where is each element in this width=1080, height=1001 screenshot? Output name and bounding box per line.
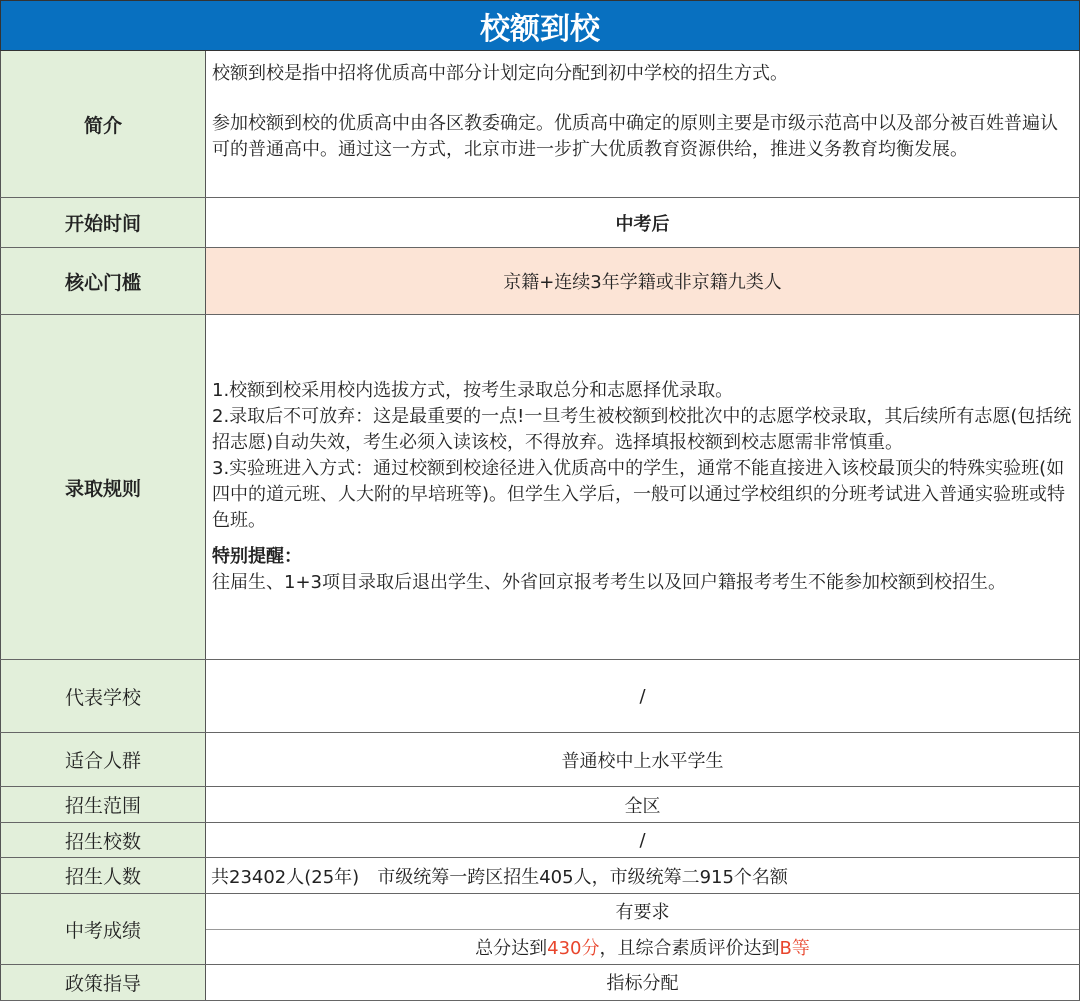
reminder-text: 往届生、1+3项目录取后退出学生、外省回京报考考生以及回户籍报考考生不能参加校额到校招生。: [212, 572, 1006, 593]
label-scope: 招生范围: [0, 787, 206, 822]
value-audience: 普通校中上水平学生: [206, 733, 1080, 786]
label-score: 中考成绩: [0, 894, 206, 964]
value-start: 中考后: [206, 198, 1080, 247]
row-audience: [0, 733, 1080, 787]
row-schools: [0, 660, 1080, 733]
row-scope: [0, 787, 1080, 823]
row-enrollment: [0, 858, 1080, 894]
label-intro: 简介: [0, 51, 206, 197]
row-school-count: [0, 823, 1080, 858]
row-start: [0, 198, 1080, 248]
rule-item: 3.实验班进入方式：通过校额到校途径进入优质高中的学生，通常不能直接进入该校最顶尖的特殊实验班(如四中的道元班、人大附的早培班等)。但学生入学后，一般可以通过学校组织的分班考试进入普通实验班或特色班。: [212, 458, 1066, 531]
score-detail: [206, 929, 1079, 965]
page-title: 校额到校: [0, 0, 1080, 51]
label-policy: 政策指导: [0, 965, 206, 1000]
intro-paragraph-2: 参加校额到校的优质高中由各区教委确定。优质高中确定的原则主要是市级示范高中以及部分被百姓普遍认可的普通高中。通过这一方式，北京市进一步扩大优质教育资源供给，推进义务教育均衡发展。: [212, 113, 1058, 160]
label-audience: 适合人群: [0, 733, 206, 786]
value-schools: /: [206, 660, 1080, 732]
label-schools: 代表学校: [0, 660, 206, 732]
score-value: 430分: [547, 937, 600, 959]
label-rules: 录取规则: [0, 315, 206, 659]
row-score: [0, 894, 1080, 965]
label-school-count: 招生校数: [0, 823, 206, 857]
score-text: 总分达到: [475, 937, 548, 959]
rule-item: 2.录取后不可放弃：这是最重要的一点!一旦考生被校额到校批次中的志愿学校录取，其后续所有志愿(包括统招志愿)自动失效，考生必须入读该校，不得放弃。选择填报校额到校志愿需非常慎重。: [212, 406, 1072, 453]
row-policy: [0, 965, 1080, 1001]
row-rules: [0, 315, 1080, 660]
value-school-count: /: [206, 823, 1080, 857]
grade-value: B等: [779, 937, 810, 959]
label-threshold: 核心门槛: [0, 248, 206, 314]
row-threshold: [0, 248, 1080, 315]
value-scope: 全区: [206, 787, 1080, 822]
intro-paragraph-1: 校额到校是指中招将优质高中部分计划定向分配到初中学校的招生方式。: [212, 63, 788, 84]
reminder-title: 特别提醒：: [212, 546, 302, 567]
label-start: 开始时间: [0, 198, 206, 247]
row-intro: [0, 51, 1080, 198]
label-enrollment: 招生人数: [0, 858, 206, 893]
value-enrollment: 共23402人(25年) 市级统筹一跨区招生405人，市级统筹二915个名额: [206, 858, 1080, 893]
value-threshold: 京籍+连续3年学籍或非京籍九类人: [206, 248, 1080, 314]
score-text: ，且综合素质评价达到: [599, 937, 780, 959]
value-policy: 指标分配: [206, 965, 1080, 1000]
score-requirement: 有要求: [615, 902, 670, 924]
rule-item: 1.校额到校采用校内选拔方式，按考生录取总分和志愿择优录取。: [212, 380, 734, 401]
